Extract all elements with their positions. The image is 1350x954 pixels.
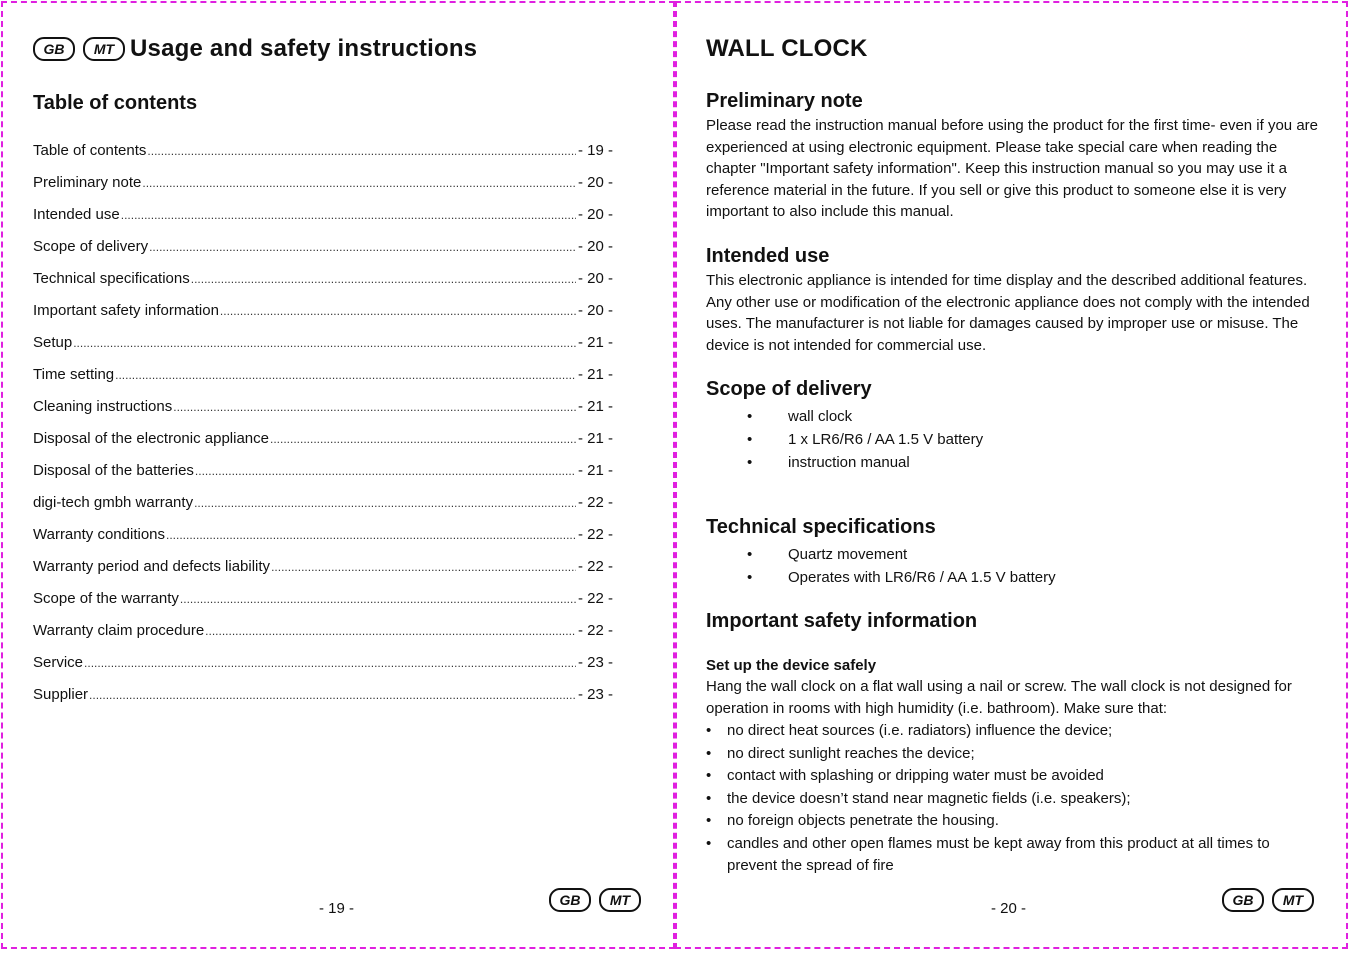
toc-entry[interactable] bbox=[33, 460, 613, 492]
footer-badge-mt: MT bbox=[599, 888, 641, 912]
list-item bbox=[747, 566, 1307, 589]
list-item-text: wall clock bbox=[788, 408, 853, 425]
important-safety-heading: Important safety information bbox=[706, 610, 978, 632]
page-title: WALL CLOCK bbox=[706, 35, 868, 62]
toc-dot-leader bbox=[180, 588, 576, 610]
toc-dot-leader bbox=[149, 236, 576, 258]
toc-dot-leader bbox=[84, 652, 576, 674]
setup-safely-subheading: Set up the device safely bbox=[706, 657, 877, 674]
toc-entry[interactable] bbox=[33, 204, 613, 236]
list-item bbox=[706, 788, 1316, 811]
toc-entry[interactable] bbox=[33, 684, 613, 716]
toc-dot-leader bbox=[220, 300, 576, 322]
toc-entry-page: - 21 - bbox=[577, 366, 613, 383]
toc-entry-page: - 20 - bbox=[577, 206, 613, 223]
toc-entry-page: - 22 - bbox=[577, 558, 613, 575]
toc-entry[interactable] bbox=[33, 140, 613, 172]
toc-entry-title: Service bbox=[33, 654, 84, 671]
toc-entry-page: - 20 - bbox=[577, 238, 613, 255]
footer-badge-gb: GB bbox=[1222, 888, 1264, 912]
bullet-icon: • bbox=[706, 834, 712, 852]
toc-entry-title: Disposal of the electronic appliance bbox=[33, 430, 269, 447]
list-item-text: no foreign objects penetrate the housing. bbox=[727, 812, 999, 829]
footer-badge-gb: GB bbox=[549, 888, 591, 912]
toc-entry-title: Supplier bbox=[33, 686, 89, 703]
toc-heading: Table of contents bbox=[33, 92, 198, 114]
list-item bbox=[706, 720, 1316, 743]
list-item-text: contact with splashing or dripping water must be avoided bbox=[727, 767, 1104, 784]
toc-entry-page: - 20 - bbox=[577, 174, 613, 191]
list-item bbox=[747, 543, 1307, 566]
toc-entry[interactable] bbox=[33, 524, 613, 556]
list-item bbox=[706, 833, 1316, 878]
toc-entry[interactable] bbox=[33, 300, 613, 332]
toc-entry[interactable] bbox=[33, 396, 613, 428]
bullet-icon: • bbox=[747, 454, 753, 471]
list-item bbox=[706, 743, 1316, 766]
toc-dot-leader bbox=[173, 396, 576, 418]
toc-entry[interactable] bbox=[33, 556, 613, 588]
toc-entry-page: - 19 - bbox=[577, 142, 613, 159]
toc-entry-page: - 20 - bbox=[577, 270, 613, 287]
list-item-text: Quartz movement bbox=[788, 546, 908, 563]
toc-entry[interactable] bbox=[33, 236, 613, 268]
table-of-contents bbox=[33, 140, 613, 716]
toc-dot-leader bbox=[195, 460, 576, 482]
toc-entry-title: Warranty period and defects liability bbox=[33, 558, 271, 575]
toc-entry-title: Time setting bbox=[33, 366, 115, 383]
preliminary-note-text: Please read the instruction manual before using the product for the first time- even if you are experienced at using electronic equipment. Please take special care when reading the chapter "Important safety information". Keep this instruction manual so you may use it a reference material in the future. If you sell or give this product to someone else it is very important to also include this manual. bbox=[706, 117, 1318, 220]
intended-use-text: This electronic appliance is intended for time display and the described additional features. Any other use or modification of the electronic appliance does not comply with the intended uses. The manufacturer is not liable for damages caused by improper use or misuse. The device is not intended for commercial use. bbox=[706, 272, 1310, 354]
toc-dot-leader bbox=[115, 364, 576, 386]
scope-of-delivery-heading: Scope of delivery bbox=[706, 378, 872, 400]
toc-entry-title: Warranty claim procedure bbox=[33, 622, 205, 639]
toc-entry-title: digi-tech gmbh warranty bbox=[33, 494, 194, 511]
toc-entry-page: - 23 - bbox=[577, 654, 613, 671]
page-number: - 20 - bbox=[991, 900, 1027, 917]
toc-dot-leader bbox=[270, 428, 576, 450]
left-page bbox=[1, 1, 675, 949]
list-item bbox=[747, 405, 1307, 428]
toc-dot-leader bbox=[191, 268, 576, 290]
toc-dot-leader bbox=[147, 140, 576, 162]
toc-entry-title: Intended use bbox=[33, 206, 120, 223]
language-badge-gb: GB bbox=[33, 37, 75, 61]
toc-entry-page: - 21 - bbox=[577, 430, 613, 447]
toc-entry-page: - 21 - bbox=[577, 398, 613, 415]
toc-entry-title: Technical specifications bbox=[33, 270, 190, 287]
setup-safely-text: Hang the wall clock on a flat wall using a nail or screw. The wall clock is not designed for operation in rooms with high humidity (i.e. bathroom). Make sure that: bbox=[706, 678, 1292, 717]
list-item bbox=[706, 765, 1316, 788]
toc-entry-page: - 21 - bbox=[577, 462, 613, 479]
toc-dot-leader bbox=[166, 524, 576, 546]
language-badge-mt: MT bbox=[83, 37, 125, 61]
toc-dot-leader bbox=[142, 172, 576, 194]
toc-dot-leader bbox=[121, 204, 576, 226]
toc-entry[interactable] bbox=[33, 268, 613, 300]
bullet-icon: • bbox=[706, 722, 712, 739]
toc-entry-title: Cleaning instructions bbox=[33, 398, 173, 415]
toc-entry-title: Disposal of the batteries bbox=[33, 462, 194, 479]
right-page bbox=[675, 1, 1348, 949]
toc-dot-leader bbox=[205, 620, 576, 642]
intended-use-heading: Intended use bbox=[706, 245, 830, 267]
toc-entry-title: Warranty conditions bbox=[33, 526, 165, 543]
toc-entry[interactable] bbox=[33, 364, 613, 396]
safety-conditions-list bbox=[706, 720, 1316, 878]
toc-entry-page: - 20 - bbox=[577, 302, 613, 319]
list-item bbox=[747, 428, 1307, 451]
toc-entry[interactable] bbox=[33, 652, 613, 684]
page-number: - 19 - bbox=[319, 900, 355, 917]
list-item-text: no direct heat sources (i.e. radiators) influence the device; bbox=[727, 722, 1113, 739]
toc-dot-leader bbox=[271, 556, 576, 578]
toc-dot-leader bbox=[194, 492, 576, 514]
toc-entry-page: - 22 - bbox=[577, 590, 613, 607]
toc-entry[interactable] bbox=[33, 332, 613, 364]
bullet-icon: • bbox=[706, 767, 712, 784]
list-item-text: Operates with LR6/R6 / AA 1.5 V battery bbox=[788, 569, 1056, 586]
toc-entry-page: - 21 - bbox=[577, 334, 613, 351]
list-item bbox=[747, 451, 1307, 474]
toc-entry-page: - 22 - bbox=[577, 494, 613, 511]
toc-entry-title: Scope of delivery bbox=[33, 238, 149, 255]
toc-entry[interactable] bbox=[33, 428, 613, 460]
toc-entry-title: Preliminary note bbox=[33, 174, 142, 191]
list-item-text: no direct sunlight reaches the device; bbox=[727, 744, 975, 762]
toc-entry-title: Table of contents bbox=[33, 142, 147, 159]
bullet-icon: • bbox=[747, 431, 753, 448]
list-item-text: instruction manual bbox=[788, 454, 910, 471]
bullet-icon: • bbox=[706, 789, 712, 807]
bullet-icon: • bbox=[706, 744, 712, 762]
toc-dot-leader bbox=[73, 332, 576, 354]
preliminary-note-heading: Preliminary note bbox=[706, 90, 863, 112]
toc-entry-page: - 23 - bbox=[577, 686, 613, 703]
toc-entry[interactable] bbox=[33, 588, 613, 620]
toc-entry-title: Setup bbox=[33, 334, 73, 351]
bullet-icon: • bbox=[747, 546, 753, 563]
toc-entry-page: - 22 - bbox=[577, 622, 613, 639]
toc-entry-title: Important safety information bbox=[33, 302, 219, 319]
toc-entry-page: - 22 - bbox=[577, 526, 613, 543]
toc-entry[interactable] bbox=[33, 172, 613, 204]
list-item-text: 1 x LR6/R6 / AA 1.5 V battery bbox=[788, 431, 984, 448]
toc-dot-leader bbox=[89, 684, 576, 706]
technical-specifications-heading: Technical specifications bbox=[706, 516, 936, 538]
toc-entry-title: Scope of the warranty bbox=[33, 590, 179, 607]
list-item-text: candles and other open flames must be kept away from this product at all times to prevent the spread of fire bbox=[727, 834, 1270, 874]
footer-badge-mt: MT bbox=[1272, 888, 1314, 912]
list-item-text: the device doesn’t stand near magnetic fields (i.e. speakers); bbox=[727, 789, 1131, 807]
bullet-icon: • bbox=[747, 569, 753, 586]
toc-entry[interactable] bbox=[33, 620, 613, 652]
page-title: Usage and safety instructions bbox=[130, 35, 478, 62]
bullet-icon: • bbox=[747, 408, 753, 425]
scope-of-delivery-list bbox=[747, 405, 1307, 474]
toc-entry[interactable] bbox=[33, 492, 613, 524]
technical-specifications-list bbox=[747, 543, 1307, 589]
bullet-icon: • bbox=[706, 812, 712, 829]
list-item bbox=[706, 810, 1316, 833]
